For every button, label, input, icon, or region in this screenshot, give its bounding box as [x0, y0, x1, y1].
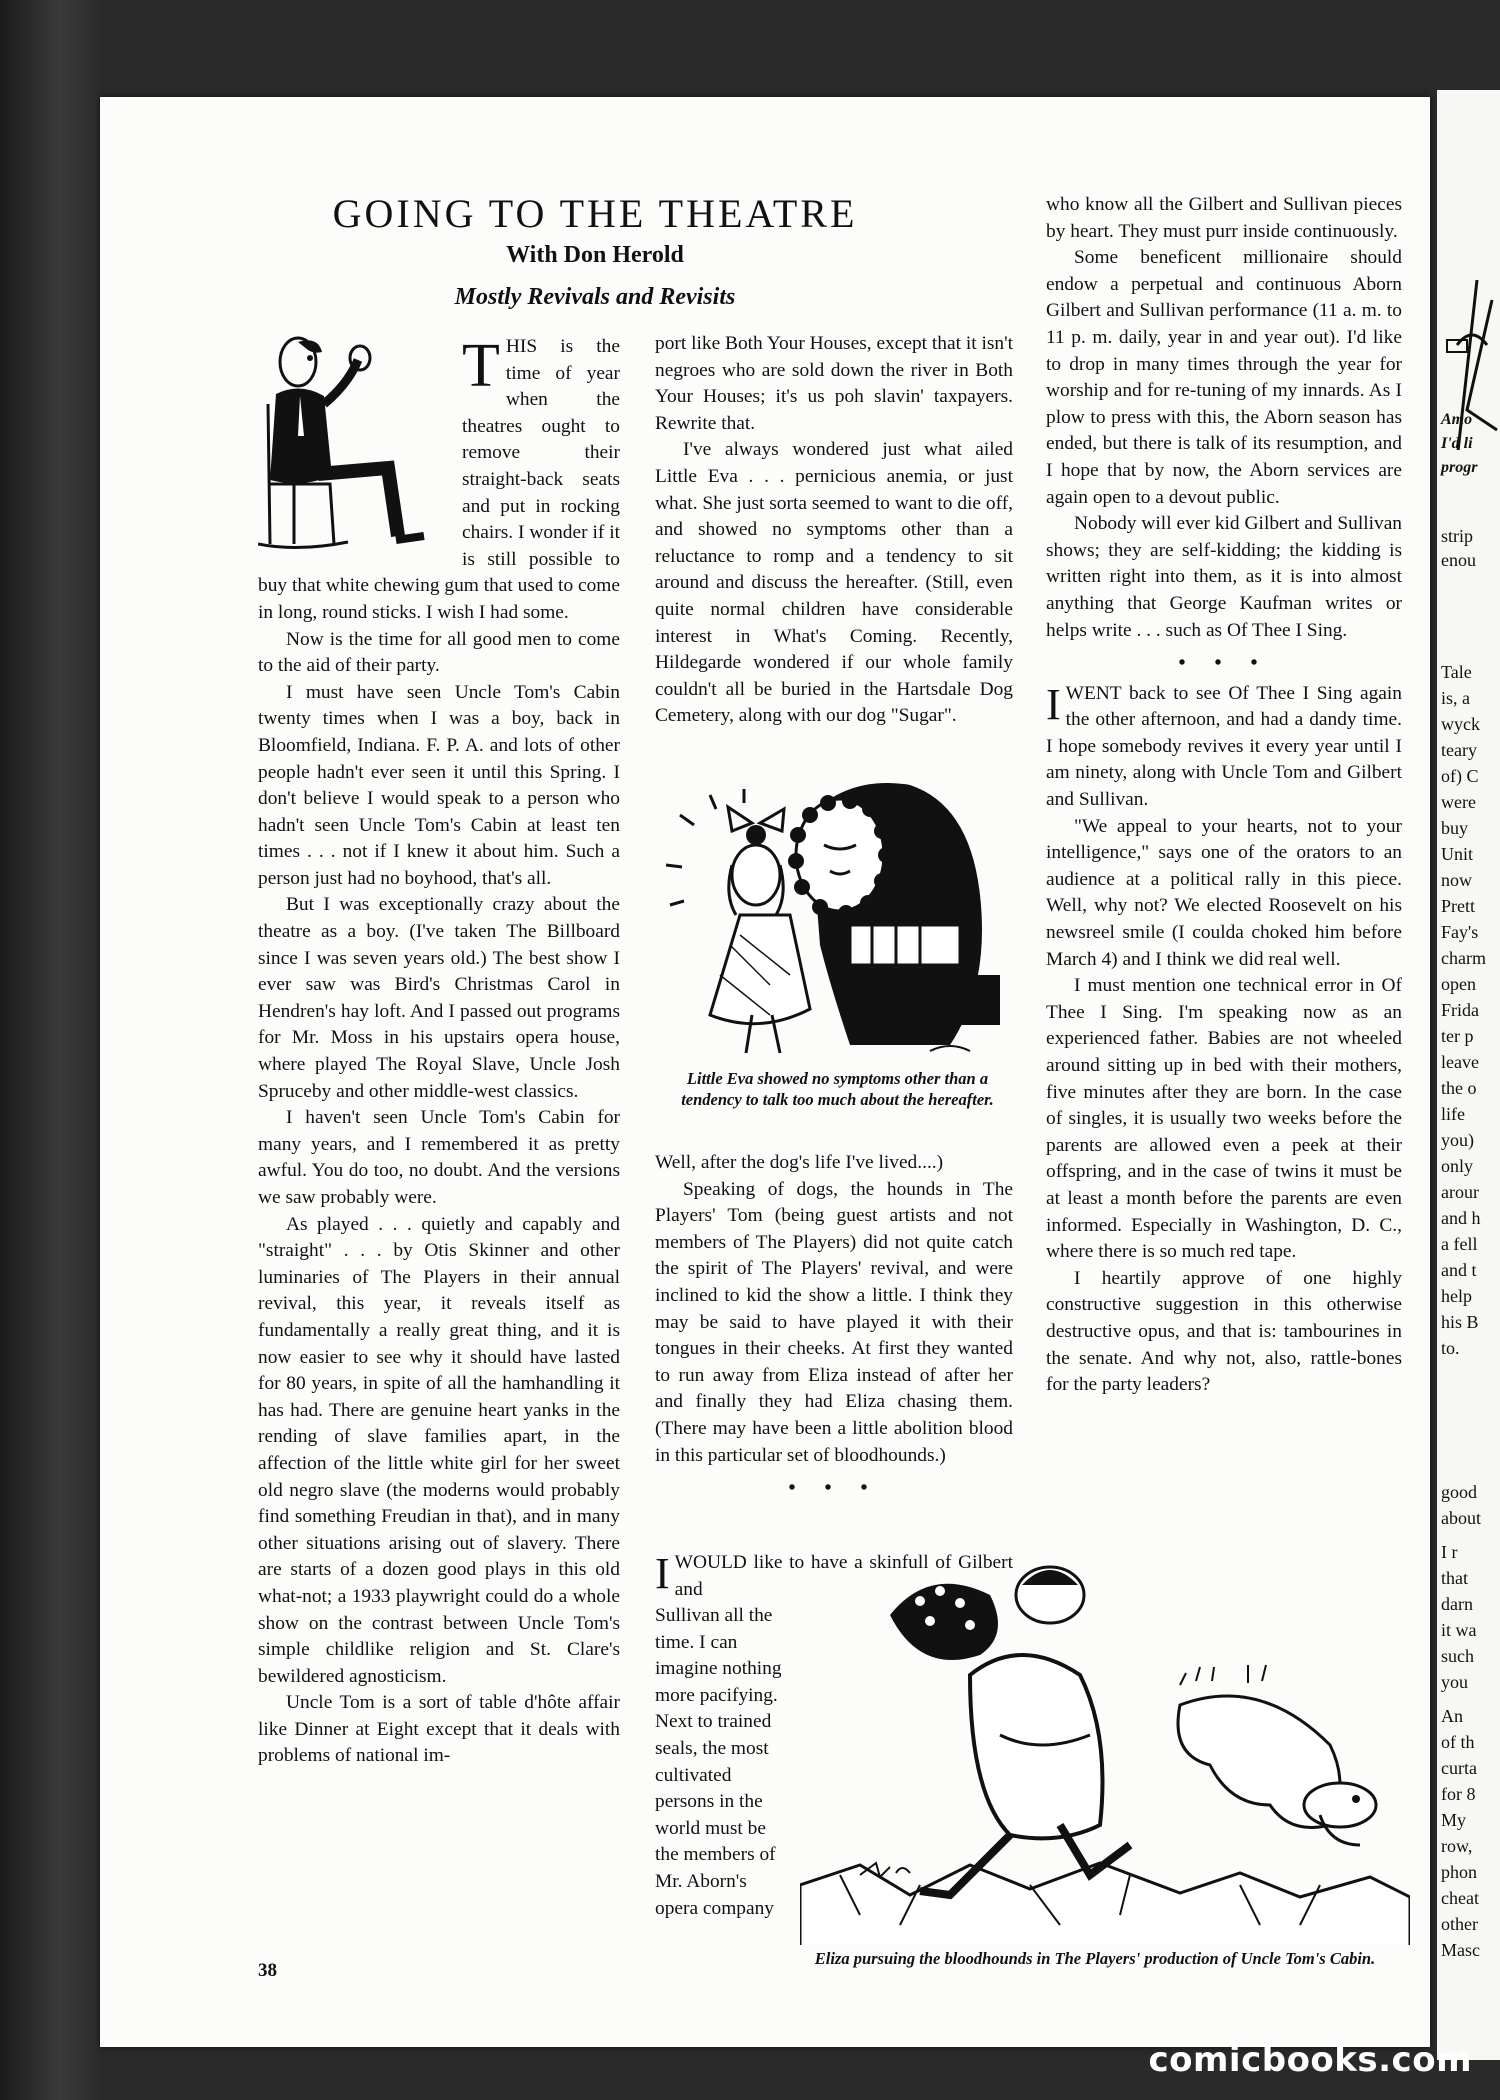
facing-page-text-fragment: a fell [1441, 1234, 1478, 1254]
caption-little-eva: Little Eva showed no symptoms other than a tendency to talk too much about the hereafter. [681, 1069, 994, 1109]
facing-page-text-fragment: ter p [1441, 1026, 1474, 1046]
facing-page-text-fragment: to. [1441, 1338, 1460, 1358]
col1-para-2: Now is the time for all good men to come to the aid of their party. [258, 628, 620, 677]
col3-para-3: Nobody will ever kid Gilbert and Sullivan shows; they are self-kidding; the kidding is written right into them, as it is into almost anything that George Kaufman writes or helps write . . . such as Of Thee I Sing. [1046, 513, 1402, 641]
facing-page-text-fragment: were [1441, 792, 1476, 812]
col2-para-5b: Sullivan all the time. I can imagine nothing more pacifying. Next to trained seals, the most cultivated persons in the world must be the members of Mr. Aborn's opera company [655, 1605, 782, 1919]
facing-page-text-fragment: Masc [1441, 1940, 1480, 1960]
article-title: GOING TO THE THEATRE [332, 191, 858, 236]
facing-page-text-fragment: arour [1441, 1182, 1479, 1202]
facing-page-text-fragment: for 8 [1441, 1784, 1476, 1804]
facing-page-text-fragment: about [1441, 1508, 1481, 1528]
facing-page-cartoon [1437, 160, 1500, 450]
article-deck: Mostly Revivals and Revisits [454, 284, 736, 310]
facing-page-text-fragment: charm [1441, 948, 1486, 968]
facing-page-text-fragment: now [1441, 870, 1472, 890]
facing-page-text-fragment: wyck [1441, 714, 1480, 734]
facing-page-text-fragment: you [1441, 1672, 1468, 1692]
col3-para-2: Some beneficent millionaire should endow a perpetual and continuous Aborn Gilbert and Sullivan performance (11 a. m. to 11 p. m. daily, year in and year out). I'd like to drop in many times through the year for worship and for re-tuning of my innards. As I plow to press with this, the Aborn season has ended, but there is talk of its resumption, and I hope that by now, the Aborn services are again open to a devout public. [1046, 247, 1402, 508]
rocking-chair-man-illustration [258, 334, 456, 552]
facing-page-text-fragment: row, [1441, 1836, 1473, 1856]
facing-page-text-fragment: leave [1441, 1052, 1479, 1072]
facing-page-text-fragment: it wa [1441, 1620, 1477, 1640]
col3-para-1: who know all the Gilbert and Sullivan pieces by heart. They must purr inside continuously. [1046, 194, 1402, 242]
facing-page-text-fragment: My [1441, 1810, 1467, 1830]
facing-page-text-fragment: progr [1441, 459, 1478, 476]
facing-page-text-fragment: of th [1441, 1732, 1475, 1752]
column-1 [258, 334, 620, 1770]
col2-para-1: port like Both Your Houses, except that it isn't negroes who are sold down the river in Both Your Houses; it's us poh slavin' taxpayers. Rewrite that. [655, 333, 1013, 434]
col1-para-6: As played . . . quietly and capably and "straight" . . . by Otis Skinner and other luminaries of The Players in their annual revival, this year, it reveals itself as fundamentally a really great thing, and it is now easier to see why it should have lasted for 80 years, in spite of all the hamhandling it has had. There are genuine heart yanks in the rending of slave families apart, in the affection of the little white girl for her sweet old negro slave (the moderns would probably find something Freudian in that), and in many other situations arising out of slavery. There are starts of a dozen good plays in this old what-not; a 1933 playwright could do a whole show on the contrast between Uncle Tom's simple childlike religion and St. Clare's bewildered agnosticism. [258, 1213, 620, 1687]
facing-page-text-fragment: An [1441, 1706, 1463, 1726]
facing-page-text-fragment: such [1441, 1646, 1474, 1666]
col3-para-6: I must mention one technical error in Of Thee I Sing. I'm speaking now as an experienced father. Babies are not wheeled around sitting up in bed with their mothers, five minutes after they are born. In the case of singles, it is usually two weeks before the parents are allowed even a peek at their offspring, and in the case of twins it must be at least a month before the parents are even informed. Especially in Washington, D. C., where there is so much red tape. [1046, 975, 1402, 1263]
facing-page-text-fragment: teary [1441, 740, 1477, 760]
facing-page-text-fragment: help [1441, 1286, 1472, 1306]
facing-page-text-fragment: Fay's [1441, 922, 1479, 942]
column-2-bottom [655, 1150, 1013, 1506]
caption-eliza: Eliza pursuing the bloodhounds in The Players' production of Uncle Tom's Cabin. [814, 1949, 1376, 1968]
facing-page-text-fragment: cheat [1441, 1888, 1479, 1908]
facing-page-text-fragment: Amo [1441, 411, 1473, 428]
col1-para-4: But I was exceptionally crazy about the theatre as a boy. (I've taken The Billboard since I was seven years old.) The best show I ever saw was Bird's Christmas Carol in Hendren's hay loft. And I passed out programs for Mr. Moss in his upstairs opera house, where played The Royal Slave, Uncle Josh Spruceby and other middle-west classics. [258, 894, 620, 1102]
facing-page-text-fragment: only [1441, 1156, 1474, 1176]
site-watermark: comicbooks.com [1148, 2040, 1472, 2080]
column-2-narrow [655, 1603, 790, 1922]
col3-para-4: WENT back to see Of Thee I Sing again the other afternoon, and had a dandy time. I hope somebody revives it every year until I am ninety, along with Uncle Tom and Gilbert and Sullivan. [1046, 682, 1402, 811]
col1-para-3: I must have seen Uncle Tom's Cabin twenty times when I was a boy, back in Bloomfield, Indiana. F. P. A. and lots of other people hadn't ever seen it until this Spring. I don't believe I would speak to a person who hadn't seen Uncle Tom's Cabin at least ten times . . . not if I knew it about him. Such a person just had no boyhood, that's all. [258, 681, 620, 889]
facing-page-text-fragment: buy [1441, 818, 1468, 838]
col3-para-7: I heartily approve of one highly constructive suggestion in this otherwise destructive opus, and that is: tambourines in the senate. And why not, also, rattle-bones for the party leaders? [1046, 1267, 1402, 1396]
page-number: 38 [258, 1960, 277, 1981]
facing-page-text-fragment: his B [1441, 1312, 1479, 1332]
col1-para-1: HIS is the time of year when the theatres ought to remove their straight-back seats and put in rocking chairs. I wonder if it is still possible to buy that white chewing gum that used to come in long, round sticks. I wish I had some. [258, 336, 620, 623]
eliza-chasing-bloodhounds-illustration [800, 1555, 1410, 1945]
facing-page-text-fragment: I'd li [1441, 435, 1473, 452]
facing-page-text-fragment: strip [1441, 526, 1474, 546]
article-byline: With Don Herold [506, 242, 684, 268]
facing-page-text-fragment: darn [1441, 1594, 1473, 1614]
facing-page-text-fragment: the o [1441, 1078, 1477, 1098]
column-2-top [655, 331, 1013, 730]
col3-para-5: "We appeal to your hearts, not to your intelligence," says one of the orators to an audience at a political rally in this piece. Well, why not? We elected Roosevelt on his newsreel smile (I coulda choked him before March 4) and I think we did real well. [1046, 815, 1402, 970]
facing-page-text-fragment: and h [1441, 1208, 1481, 1228]
facing-page-text-fragment: other [1441, 1914, 1478, 1934]
drop-cap-i: I [1046, 679, 1061, 729]
column-3 [1046, 192, 1402, 1399]
facing-page-text-fragment: you) [1441, 1130, 1474, 1150]
section-separator: • • • [788, 1477, 880, 1500]
facing-page-text-fragment: Unit [1441, 844, 1474, 864]
facing-page-text-fragment: Prett [1441, 896, 1475, 916]
facing-page-text-fragment: good [1441, 1482, 1477, 1502]
facing-page-text-fragment: open [1441, 974, 1476, 994]
facing-page-text-fragment: Frida [1441, 1000, 1479, 1020]
drop-cap-t: T [462, 332, 500, 400]
facing-page-text-fragment: phon [1441, 1862, 1477, 1882]
facing-page-text-fragment: enou [1441, 550, 1476, 570]
drop-cap-i: I [655, 1549, 670, 1598]
facing-page-text-fragment: Tale [1441, 662, 1472, 682]
facing-page-edge [1437, 90, 1500, 2060]
facing-page-text-fragment: is, a [1441, 688, 1470, 708]
col2-para-5a: WOULD like to have a skinfull of Gilbert and [674, 1552, 1013, 1600]
facing-page-text-fragment: I r [1441, 1542, 1458, 1562]
col1-para-5: I haven't seen Uncle Tom's Cabin for many years, and I remembered it as pretty awful. You do too, no doubt. And the versions we saw probably were. [258, 1107, 620, 1208]
col2-para-3: Well, after the dog's life I've lived....) [655, 1152, 944, 1173]
col2-para-2: I've always wondered just what ailed Little Eva . . . pernicious anemia, or just what. She just sorta seemed to want to die off, and showed no symptoms other than a reluctance to romp and a tendency to sit around and discuss the hereafter. (Still, even quite normal children have considerable interest in What's Coming. Recently, Hildegarde wondered if our whole family couldn't all be buried in the Hartsdale Dog Cemetery, along with our dog "Sugar". [655, 439, 1013, 727]
facing-page-text-fragment: curta [1441, 1758, 1477, 1778]
facing-page-text-fragment: that [1441, 1568, 1468, 1588]
col1-para-7: Uncle Tom is a sort of table d'hôte affair like Dinner at Eight except that it deals with problems of national im- [258, 1692, 620, 1767]
facing-page-text-fragment: of) C [1441, 766, 1479, 786]
scanner-margin-left [0, 0, 100, 2100]
col2-para-4: Speaking of dogs, the hounds in The Players' Tom (being guest artists and not members of The Players) did not quite catch the spirit of The Players' revival, and were inclined to kid the show a little. I think they may be said to have played it with their tongues in their cheeks. At first they wanted to run away from Eliza instead of after her and finally they had Eliza chasing them. (There may have been a little abolition blood in this particular set of bloodhounds.) [655, 1178, 1013, 1466]
section-separator: • • • [1178, 652, 1270, 675]
facing-page-text-fragment: life [1441, 1104, 1465, 1124]
little-eva-uncle-tom-illustration [660, 775, 1012, 1063]
facing-page-text-fragment: and t [1441, 1260, 1477, 1280]
